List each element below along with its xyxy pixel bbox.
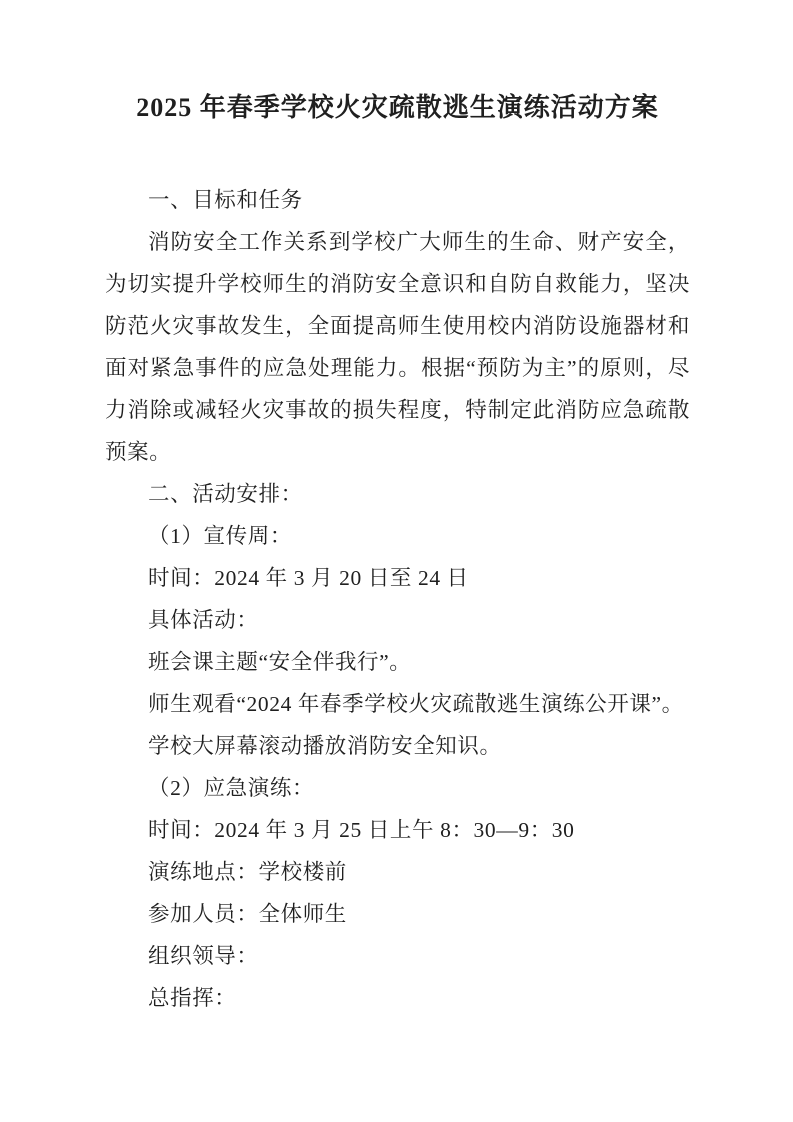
document-body [105,179,690,1019]
paragraph: 演练地点：学校楼前 [148,860,347,884]
document-title: 2025 年春季学校火灾疏散逃生演练活动方案 [136,93,659,122]
paragraph: 师生观看“2024 年春季学校火灾疏散逃生演练公开课”。 [148,692,684,716]
paragraph: 一、目标和任务 [148,188,303,212]
paragraph: 参加人员：全体师生 [148,902,347,926]
paragraph: 具体活动： [148,608,259,632]
paragraph: 时间：2024 年 3 月 20 日至 24 日 [148,566,469,590]
paragraph: 班会课主题“安全伴我行”。 [148,650,412,674]
paragraph: 二、活动安排： [148,482,303,506]
paragraph: （1）宣传周： [148,524,292,548]
paragraph: （2）应急演练： [148,776,315,800]
paragraph: 学校大屏幕滚动播放消防安全知识。 [148,734,502,758]
paragraph: 消防安全工作关系到学校广大师生的生命、财产安全，为切实提升学校师生的消防安全意识和自防自救能力，坚决防范火灾事故发生，全面提高师生使用校内消防设施器材和面对紧急事件的应急处理能力。根据“预防为主”的原则，尽力消除或减轻火灾事故的损失程度，特制定此消防应急疏散预案。 [105,230,690,464]
paragraph: 组织领导： [148,944,259,968]
paragraph: 时间：2024 年 3 月 25 日上午 8：30—9：30 [148,818,575,842]
paragraph: 总指挥： [148,986,237,1010]
